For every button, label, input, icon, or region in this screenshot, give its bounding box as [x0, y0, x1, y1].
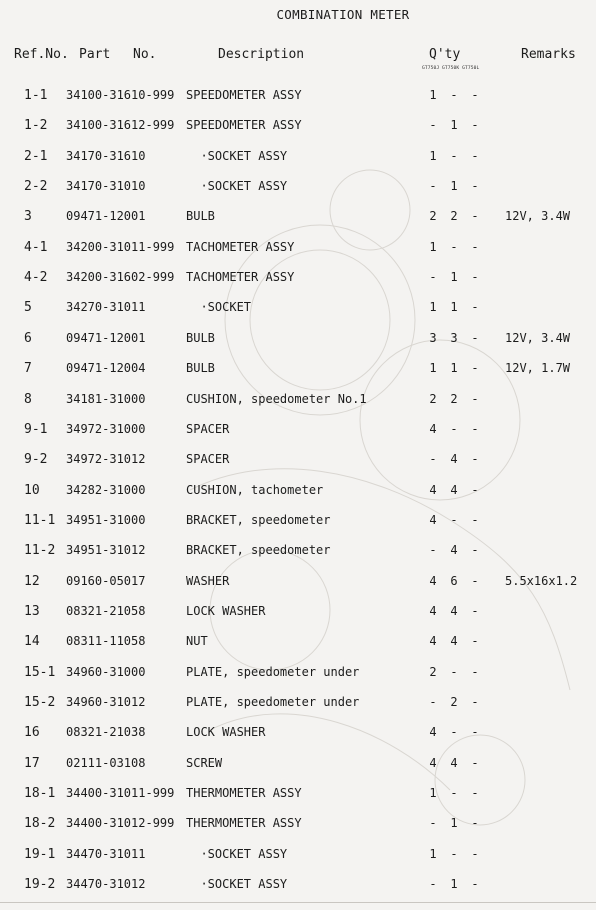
part-number-cell: 09471-12004 — [66, 361, 146, 376]
part-number-cell: 02111-03108 — [66, 755, 146, 770]
ref-number-cell: 18-2 — [24, 816, 56, 832]
ref-number-cell: 1-2 — [24, 118, 48, 134]
qty-gt750k-cell: 6 — [450, 573, 458, 588]
qty-gt750j-cell: - — [429, 452, 437, 467]
part-number-cell: 34470-31011 — [66, 846, 146, 861]
ref-number-cell: 12 — [24, 573, 40, 589]
part-number-cell: 34282-31000 — [66, 482, 146, 497]
description-cell: ·SOCKET — [186, 300, 252, 315]
qty-gt750l-cell: - — [471, 421, 479, 436]
part-number-cell: 34470-31012 — [66, 877, 146, 892]
table-row — [0, 695, 596, 717]
qty-gt750l-cell: - — [471, 361, 479, 376]
ref-number-cell: 2-2 — [24, 179, 48, 195]
part-number-cell: 34100-31612-999 — [66, 118, 175, 133]
ref-number-cell: 9-1 — [24, 421, 48, 437]
qty-gt750j-cell: 4 — [429, 421, 437, 436]
header-part: Part — [79, 47, 111, 62]
qty-gt750k-cell: 2 — [450, 695, 458, 709]
part-number-cell: 34200-31602-999 — [66, 270, 175, 285]
part-number-cell: 09471-12001 — [66, 209, 146, 224]
qty-gt750j-cell: 2 — [429, 209, 437, 224]
table-row — [0, 513, 596, 535]
qty-gt750j-cell: 4 — [429, 634, 437, 649]
description-cell: SCREW — [186, 755, 223, 770]
qty-gt750l-cell: - — [471, 573, 479, 588]
qty-gt750l-cell: - — [471, 634, 479, 649]
qty-gt750k-cell: - — [450, 421, 458, 436]
description-cell: TACHOMETER ASSY — [186, 239, 295, 254]
qty-gt750l-cell: - — [471, 330, 479, 345]
qty-gt750l-cell: - — [471, 877, 479, 892]
qty-gt750j-cell: 1 — [429, 148, 437, 163]
qty-gt750l-cell: - — [471, 300, 479, 315]
part-number-cell: 34270-31011 — [66, 300, 146, 315]
remarks-cell: 5.5x16x1.2 — [505, 573, 578, 588]
header-description: Description — [218, 47, 305, 62]
description-cell: CUSHION, tachometer — [186, 482, 324, 497]
ref-number-cell: 17 — [24, 755, 40, 771]
page-title: COMBINATION METER — [276, 7, 410, 22]
qty-gt750j-cell: 4 — [429, 573, 437, 588]
description-cell: SPEEDOMETER ASSY — [186, 118, 302, 133]
table-row — [0, 725, 596, 747]
qty-gt750l-cell: - — [471, 148, 479, 163]
qty-gt750k-cell: 1 — [450, 300, 458, 315]
description-cell: ·SOCKET ASSY — [186, 846, 288, 861]
ref-number-cell: 14 — [24, 634, 40, 650]
qty-gt750j-cell: 4 — [429, 603, 437, 618]
ref-number-cell: 9-2 — [24, 452, 48, 468]
qty-gt750k-cell: 3 — [450, 330, 458, 345]
ref-number-cell: 11-2 — [24, 543, 56, 559]
part-number-cell: 34972-31000 — [66, 421, 146, 436]
description-cell: PLATE, speedometer under — [186, 664, 360, 679]
table-row — [0, 877, 596, 899]
part-number-cell: 34951-31000 — [66, 512, 146, 527]
description-cell: ·SOCKET ASSY — [186, 179, 288, 194]
table-row — [0, 634, 596, 656]
qty-gt750k-cell: 4 — [450, 452, 458, 467]
qty-gt750k-cell: 4 — [450, 634, 458, 649]
part-number-cell: 09160-05017 — [66, 573, 146, 588]
table-row — [0, 240, 596, 262]
table-row — [0, 118, 596, 140]
table-row — [0, 392, 596, 414]
ref-number-cell: 8 — [24, 391, 32, 407]
description-cell: CUSHION, speedometer No.1 — [186, 391, 367, 406]
qty-gt750l-cell: - — [471, 695, 479, 709]
description-cell: ·SOCKET ASSY — [186, 148, 288, 163]
qty-gt750j-cell: - — [429, 118, 437, 133]
description-cell: SPACER — [186, 452, 230, 467]
part-number-cell: 08321-21038 — [66, 725, 146, 740]
qty-gt750l-cell: - — [471, 209, 479, 224]
qty-gt750j-cell: - — [429, 179, 437, 194]
qty-gt750j-cell: 4 — [429, 482, 437, 497]
description-cell: BULB — [186, 330, 215, 345]
qty-gt750k-cell: 2 — [450, 209, 458, 224]
qty-gt750k-cell: - — [450, 88, 458, 102]
remarks-cell: 12V, 3.4W — [505, 209, 571, 224]
ref-number-cell: 10 — [24, 482, 40, 498]
qty-gt750k-cell: - — [450, 239, 458, 254]
qty-gt750j-cell: 1 — [429, 786, 437, 801]
qty-gt750l-cell: - — [471, 755, 479, 770]
qty-gt750k-cell: - — [450, 846, 458, 861]
description-cell: SPEEDOMETER ASSY — [186, 88, 302, 102]
qty-gt750l-cell: - — [471, 543, 479, 558]
qty-gt750j-cell: - — [429, 543, 437, 558]
qty-gt750j-cell: 1 — [429, 239, 437, 254]
remarks-cell: 12V, 1.7W — [505, 361, 571, 376]
description-cell: BRACKET, speedometer — [186, 543, 331, 558]
qty-gt750l-cell: - — [471, 786, 479, 801]
table-row — [0, 847, 596, 869]
header-ref-no: Ref.No. — [14, 47, 69, 62]
description-cell: THERMOMETER ASSY — [186, 816, 302, 831]
qty-gt750j-cell: 2 — [429, 391, 437, 406]
table-row — [0, 483, 596, 505]
description-cell: PLATE, speedometer under — [186, 695, 360, 709]
qty-gt750k-cell: 4 — [450, 543, 458, 558]
qty-gt750k-cell: - — [450, 725, 458, 740]
part-number-cell: 08321-21058 — [66, 603, 146, 618]
qty-gt750k-cell: - — [450, 786, 458, 801]
ref-number-cell: 18-1 — [24, 786, 56, 802]
ref-number-cell: 15-1 — [24, 664, 56, 680]
qty-gt750k-cell: 1 — [450, 361, 458, 376]
description-cell: SPACER — [186, 421, 230, 436]
page-bottom-edge — [0, 902, 596, 903]
qty-gt750j-cell: 4 — [429, 512, 437, 527]
header-remarks: Remarks — [521, 47, 576, 62]
qty-gt750j-cell: - — [429, 695, 437, 709]
qty-gt750l-cell: - — [471, 816, 479, 831]
table-row — [0, 179, 596, 201]
qty-gt750j-cell: - — [429, 877, 437, 892]
table-row — [0, 756, 596, 778]
ref-number-cell: 2-1 — [24, 148, 48, 164]
table-row — [0, 331, 596, 353]
part-number-cell: 34170-31010 — [66, 179, 146, 194]
qty-gt750j-cell: 1 — [429, 300, 437, 315]
qty-gt750j-cell: 1 — [429, 361, 437, 376]
description-cell: LOCK WASHER — [186, 603, 266, 618]
part-number-cell: 08311-11058 — [66, 634, 146, 649]
description-cell: WASHER — [186, 573, 230, 588]
part-number-cell: 34960-31000 — [66, 664, 146, 679]
qty-gt750k-cell: - — [450, 664, 458, 679]
qty-gt750j-cell: 1 — [429, 846, 437, 861]
table-row — [0, 300, 596, 322]
part-number-cell: 34972-31012 — [66, 452, 146, 467]
model-columns-label: GT750J GT750K GT750L — [422, 66, 480, 71]
qty-gt750l-cell: - — [471, 482, 479, 497]
ref-number-cell: 13 — [24, 603, 40, 619]
table-row — [0, 209, 596, 231]
qty-gt750j-cell: - — [429, 816, 437, 831]
part-number-cell: 34200-31011-999 — [66, 239, 175, 254]
part-number-cell: 34951-31012 — [66, 543, 146, 558]
qty-gt750k-cell: 4 — [450, 755, 458, 770]
qty-gt750j-cell: 2 — [429, 664, 437, 679]
qty-gt750k-cell: 2 — [450, 391, 458, 406]
ref-number-cell: 3 — [24, 209, 32, 225]
description-cell: THERMOMETER ASSY — [186, 786, 302, 801]
table-row — [0, 452, 596, 474]
ref-number-cell: 19-2 — [24, 877, 56, 893]
ref-number-cell: 16 — [24, 725, 40, 741]
qty-gt750k-cell: 1 — [450, 877, 458, 892]
ref-number-cell: 6 — [24, 330, 32, 346]
qty-gt750k-cell: 4 — [450, 603, 458, 618]
table-row — [0, 786, 596, 808]
ref-number-cell: 4-2 — [24, 270, 48, 286]
qty-gt750l-cell: - — [471, 512, 479, 527]
description-cell: BULB — [186, 209, 215, 224]
description-cell: ·SOCKET ASSY — [186, 877, 288, 892]
qty-gt750l-cell: - — [471, 603, 479, 618]
part-number-cell: 34400-31011-999 — [66, 786, 175, 801]
qty-gt750k-cell: 1 — [450, 270, 458, 285]
qty-gt750j-cell: 4 — [429, 725, 437, 740]
qty-gt750k-cell: - — [450, 512, 458, 527]
header-no: No. — [133, 47, 157, 62]
ref-number-cell: 11-1 — [24, 512, 56, 528]
ref-number-cell: 1-1 — [24, 88, 48, 103]
table-row — [0, 270, 596, 292]
qty-gt750k-cell: 1 — [450, 179, 458, 194]
qty-gt750l-cell: - — [471, 179, 479, 194]
qty-gt750j-cell: 1 — [429, 88, 437, 102]
description-cell: NUT — [186, 634, 208, 649]
qty-gt750l-cell: - — [471, 88, 479, 102]
qty-gt750l-cell: - — [471, 725, 479, 740]
table-row — [0, 543, 596, 565]
table-row — [0, 149, 596, 171]
qty-gt750j-cell: - — [429, 270, 437, 285]
qty-gt750j-cell: 4 — [429, 755, 437, 770]
description-cell: BULB — [186, 361, 215, 376]
table-row — [0, 574, 596, 596]
qty-gt750k-cell: - — [450, 148, 458, 163]
qty-gt750l-cell: - — [471, 118, 479, 133]
header-quantity: Q'ty — [429, 47, 461, 62]
part-number-cell: 09471-12001 — [66, 330, 146, 345]
part-number-cell: 34100-31610-999 — [66, 88, 175, 102]
part-number-cell: 34400-31012-999 — [66, 816, 175, 831]
qty-gt750l-cell: - — [471, 270, 479, 285]
part-number-cell: 34960-31012 — [66, 695, 146, 709]
qty-gt750k-cell: 1 — [450, 118, 458, 133]
qty-gt750k-cell: 4 — [450, 482, 458, 497]
description-cell: BRACKET, speedometer — [186, 512, 331, 527]
qty-gt750k-cell: 1 — [450, 816, 458, 831]
ref-number-cell: 4-1 — [24, 239, 48, 255]
description-cell: LOCK WASHER — [186, 725, 266, 740]
qty-gt750l-cell: - — [471, 391, 479, 406]
table-row — [0, 361, 596, 383]
qty-gt750l-cell: - — [471, 846, 479, 861]
ref-number-cell: 7 — [24, 361, 32, 377]
qty-gt750l-cell: - — [471, 664, 479, 679]
ref-number-cell: 15-2 — [24, 695, 56, 710]
ref-number-cell: 5 — [24, 300, 32, 316]
table-row — [0, 88, 596, 110]
table-row — [0, 422, 596, 444]
part-number-cell: 34181-31000 — [66, 391, 146, 406]
qty-gt750l-cell: - — [471, 452, 479, 467]
description-cell: TACHOMETER ASSY — [186, 270, 295, 285]
qty-gt750l-cell: - — [471, 239, 479, 254]
remarks-cell: 12V, 3.4W — [505, 330, 571, 345]
qty-gt750j-cell: 3 — [429, 330, 437, 345]
table-row — [0, 665, 596, 687]
table-row — [0, 816, 596, 838]
ref-number-cell: 19-1 — [24, 846, 56, 862]
part-number-cell: 34170-31610 — [66, 148, 146, 163]
table-row — [0, 604, 596, 626]
